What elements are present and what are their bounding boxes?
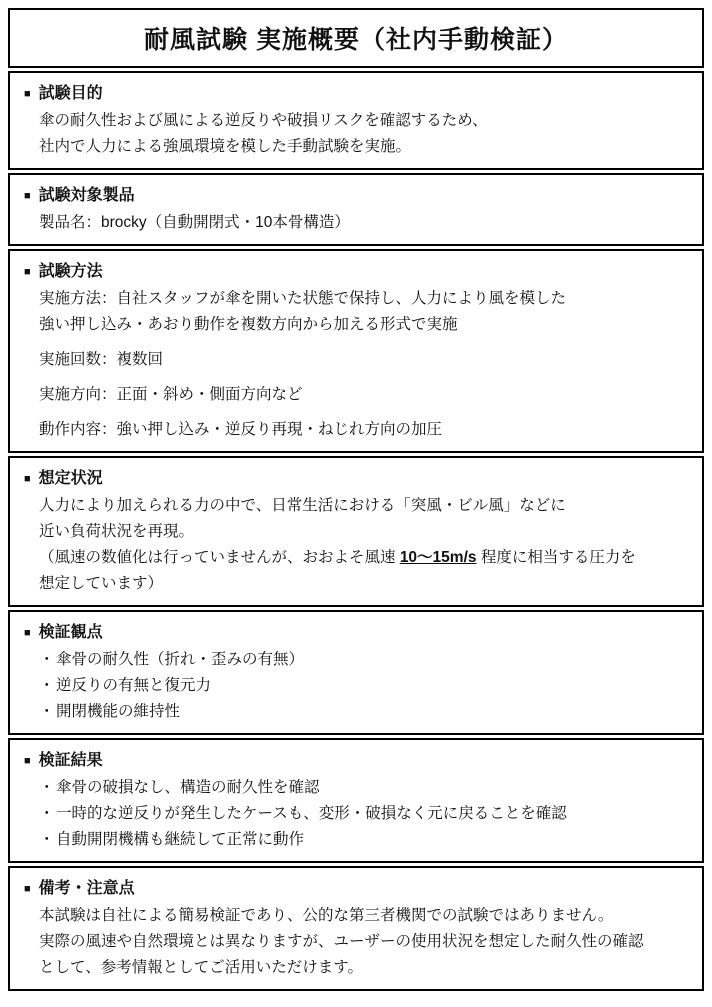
text-line-wind-speed bbox=[39, 545, 686, 571]
list-item bbox=[39, 647, 686, 673]
section-purpose-body bbox=[24, 108, 686, 160]
list-item-text: 開閉機能の維持性 bbox=[56, 703, 181, 720]
section-viewpoints-heading bbox=[24, 621, 686, 645]
list-item-text: 逆反りの有無と復元力 bbox=[56, 677, 212, 694]
list-item bbox=[39, 827, 686, 853]
method-paragraph bbox=[39, 382, 686, 408]
section-product-heading-label: 試験対象製品 bbox=[38, 187, 135, 204]
dot-bullet-icon: ・ bbox=[39, 805, 55, 822]
section-purpose-heading bbox=[24, 82, 686, 106]
section-method-heading bbox=[24, 260, 686, 284]
section-results-body bbox=[24, 775, 686, 853]
text-line: 強い押し込み・あおり動作を複数方向から加える形式で実施 bbox=[39, 316, 458, 333]
text-line: 動作内容：強い押し込み・逆反り再現・ねじれ方向の加圧 bbox=[39, 421, 443, 438]
text-line: として、参考情報としてご活用いただけます。 bbox=[39, 959, 363, 976]
text-line: 近い負荷状況を再現。 bbox=[39, 523, 195, 540]
method-paragraph bbox=[39, 417, 686, 443]
list-item-text: 自動開閉機構も継続して正常に動作 bbox=[56, 831, 305, 848]
text-line: 本試験は自社による簡易検証であり、公的な第三者機関での試験ではありません。 bbox=[39, 907, 614, 924]
section-viewpoints-body bbox=[24, 647, 686, 725]
text-line: 実際の風速や自然環境とは異なりますが、ユーザーの使用状況を想定した耐久性の確認 bbox=[39, 933, 644, 950]
square-bullet-icon: ■ bbox=[24, 626, 31, 639]
wind-speed-prefix: （風速の数値化は行っていませんが、おおよそ風速 bbox=[39, 549, 400, 566]
section-notes-heading-label: 備考・注意点 bbox=[38, 880, 135, 897]
text-line: 社内で人力による強風環境を模した手動試験を実施。 bbox=[39, 138, 412, 155]
section-notes bbox=[8, 866, 704, 991]
text-line: 実施方法：自社スタッフが傘を開いた状態で保持し、人力により風を模した bbox=[39, 290, 567, 307]
dot-bullet-icon: ・ bbox=[39, 703, 55, 720]
section-results bbox=[8, 738, 704, 863]
text-line: 実施回数：複数回 bbox=[39, 351, 164, 368]
square-bullet-icon: ■ bbox=[24, 265, 31, 278]
square-bullet-icon: ■ bbox=[24, 87, 31, 100]
section-purpose bbox=[8, 71, 704, 170]
list-item bbox=[39, 673, 686, 699]
title-box bbox=[8, 8, 704, 68]
section-product bbox=[8, 173, 704, 246]
section-viewpoints-heading-label: 検証観点 bbox=[38, 624, 103, 641]
section-results-heading bbox=[24, 749, 686, 773]
section-purpose-heading-label: 試験目的 bbox=[38, 85, 103, 102]
page-title: 耐風試験 実施概要（社内手動検証） bbox=[144, 26, 568, 54]
document bbox=[8, 8, 704, 991]
section-assumed bbox=[8, 456, 704, 607]
dot-bullet-icon: ・ bbox=[39, 677, 55, 694]
list-item-text: 一時的な逆反りが発生したケースも、変形・破損なく元に戻ることを確認 bbox=[56, 805, 567, 822]
square-bullet-icon: ■ bbox=[24, 472, 31, 485]
section-notes-heading bbox=[24, 877, 686, 901]
list-item-text: 傘骨の破損なし、構造の耐久性を確認 bbox=[56, 779, 320, 796]
section-product-body bbox=[24, 210, 686, 236]
list-item bbox=[39, 801, 686, 827]
section-method bbox=[8, 249, 704, 453]
section-notes-body bbox=[24, 903, 686, 981]
method-paragraph bbox=[39, 347, 686, 373]
method-paragraph bbox=[39, 286, 686, 338]
product-name-line: 製品名：brocky（自動開閉式・10本骨構造） bbox=[39, 214, 350, 231]
dot-bullet-icon: ・ bbox=[39, 831, 55, 848]
list-item bbox=[39, 775, 686, 801]
section-product-heading bbox=[24, 184, 686, 208]
text-line: 人力により加えられる力の中で、日常生活における「突風・ビル風」などに bbox=[39, 497, 566, 514]
section-assumed-body bbox=[24, 493, 686, 597]
section-assumed-heading-label: 想定状況 bbox=[38, 470, 103, 487]
dot-bullet-icon: ・ bbox=[39, 779, 55, 796]
section-method-heading-label: 試験方法 bbox=[38, 263, 103, 280]
text-line: 傘の耐久性および風による逆反りや破損リスクを確認するため、 bbox=[39, 112, 488, 129]
text-line: 実施方向：正面・斜め・側面方向など bbox=[39, 386, 303, 403]
section-viewpoints bbox=[8, 610, 704, 735]
dot-bullet-icon: ・ bbox=[39, 651, 55, 668]
list-item-text: 傘骨の耐久性（折れ・歪みの有無） bbox=[56, 651, 305, 668]
list-item bbox=[39, 699, 686, 725]
text-line: 想定しています） bbox=[39, 575, 164, 592]
section-assumed-heading bbox=[24, 467, 686, 491]
section-results-heading-label: 検証結果 bbox=[38, 752, 103, 769]
square-bullet-icon: ■ bbox=[24, 754, 31, 767]
wind-speed-suffix: 程度に相当する圧力を bbox=[476, 549, 636, 566]
square-bullet-icon: ■ bbox=[24, 189, 31, 202]
square-bullet-icon: ■ bbox=[24, 882, 31, 895]
section-method-body bbox=[24, 286, 686, 443]
wind-speed-value: 10〜15m/s bbox=[399, 549, 477, 566]
